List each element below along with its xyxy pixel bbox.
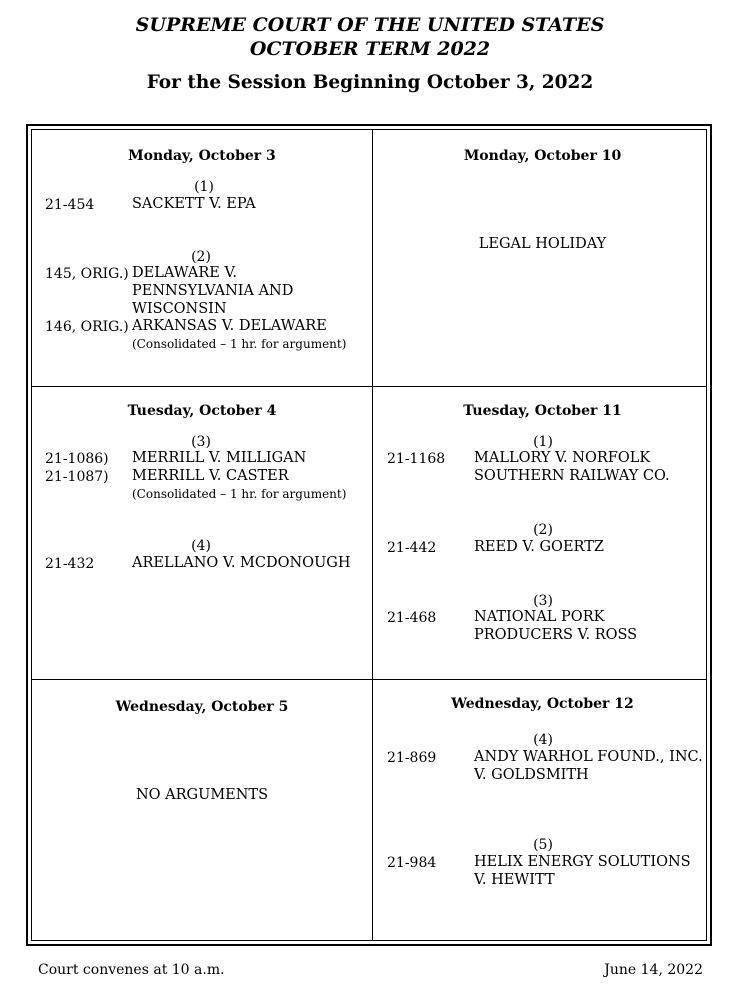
case-name: MERRILL V. CASTER [132,468,289,484]
docket-number: 21-1087) [45,469,109,485]
session-subtitle: For the Session Beginning October 3, 2022 [146,72,594,93]
calendar-frame [26,124,712,946]
cell-tuesday-october-4 [32,387,372,679]
docket-number: 146, ORIG.) [45,319,129,335]
case-name-line: PRODUCERS V. ROSS [474,627,638,643]
case-name: REED V. GOERTZ [474,539,604,555]
case-name-line: V. HEWITT [474,872,555,888]
case-number: (1) [533,434,553,450]
consolidation-note: (Consolidated – 1 hr. for argument) [132,337,347,351]
convene-time: Court convenes at 10 a.m. [38,962,225,978]
case-number: (3) [191,434,211,450]
day-heading: Tuesday, October 4 [127,403,277,419]
case-number: (1) [194,179,214,195]
legal-holiday-text: LEGAL HOLIDAY [478,236,607,252]
case-name: ARKANSAS V. DELAWARE [132,318,327,334]
case-number: (4) [533,732,553,748]
day-heading: Monday, October 3 [128,148,276,164]
case-name-line: NATIONAL PORK [474,609,605,625]
case-name-line: V. GOLDSMITH [474,767,589,783]
docket-number: 21-432 [45,556,95,572]
case-name-line: HELIX ENERGY SOLUTIONS [474,854,691,870]
cell-monday-october-10 [373,130,712,386]
docket-number: 21-869 [387,750,437,766]
docket-number: 21-454 [45,197,95,213]
cell-tuesday-october-11 [373,387,712,679]
case-number: (2) [533,522,553,538]
day-heading: Monday, October 10 [463,148,622,164]
case-name-line: DELAWARE V. [132,265,238,281]
case-name-line: WISCONSIN [132,301,227,317]
term-title: OCTOBER TERM 2022 [249,38,491,60]
case-name-line: PENNSYLVANIA AND [132,283,294,299]
cell-monday-october-3 [32,130,372,386]
case-name-line: MALLORY V. NORFOLK [474,450,651,466]
docket-number: 145, ORIG.) [45,266,129,282]
case-number: (2) [191,249,211,265]
cell-wednesday-october-12 [373,680,712,946]
document-date: June 14, 2022 [604,962,703,978]
case-name: SACKETT V. EPA [132,196,256,212]
docket-number: 21-1086) [45,451,109,467]
case-name-line: SOUTHERN RAILWAY CO. [474,468,670,484]
docket-number: 21-1168 [387,451,446,467]
day-heading: Wednesday, October 12 [451,696,634,712]
docket-number: 21-468 [387,610,437,626]
cell-wednesday-october-5 [32,680,372,946]
no-arguments-text: NO ARGUMENTS [135,787,269,803]
case-name: MERRILL V. MILLIGAN [132,450,307,466]
day-heading: Tuesday, October 11 [463,403,622,419]
docket-number: 21-984 [387,855,437,871]
day-heading: Wednesday, October 5 [115,699,289,715]
case-name: ARELLANO V. MCDONOUGH [132,555,351,571]
docket-number: 21-442 [387,540,437,556]
case-number: (4) [191,538,211,554]
case-number: (5) [533,837,553,853]
calendar-grid [31,129,707,941]
case-name-line: ANDY WARHOL FOUND., INC. [474,749,703,765]
case-number: (3) [533,593,553,609]
consolidation-note: (Consolidated – 1 hr. for argument) [132,487,347,501]
court-title: SUPREME COURT OF THE UNITED STATES [135,14,605,36]
